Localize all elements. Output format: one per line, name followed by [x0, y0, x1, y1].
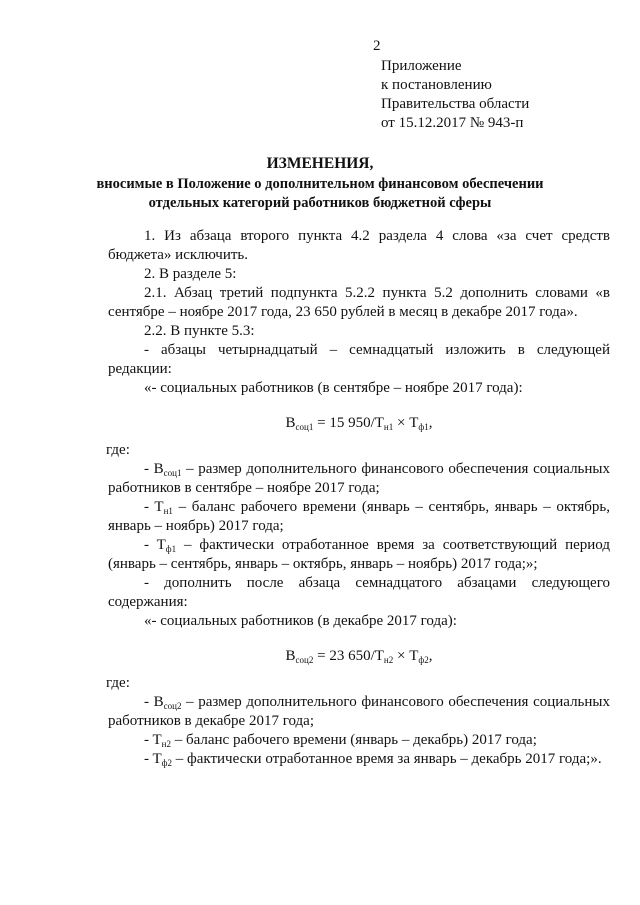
paragraph-dash-1: - абзацы четырнадцатый – семнадцатый изложить в следующей редакции:	[108, 342, 610, 377]
formula-text: ,	[428, 415, 433, 431]
annex-line: к постановлению	[381, 77, 492, 93]
formula-2	[108, 647, 610, 666]
annex-line: от 15.12.2017 № 943-п	[381, 115, 524, 131]
document-subtitle-line: отдельных категорий работников бюджетной сферы	[148, 195, 492, 211]
definition-symbol: - B	[144, 694, 164, 710]
formula-subscript: н2	[383, 655, 394, 665]
document-subtitle-line: вносимые в Положение о дополнительном финансовом обеспечении	[96, 176, 544, 192]
definition-subscript: соц2	[163, 701, 182, 711]
formula-subscript: н1	[383, 422, 394, 432]
formula-text: × T	[393, 415, 419, 431]
definition-subscript: н2	[161, 739, 171, 749]
formula-1	[108, 414, 610, 433]
annex-line: Правительства области	[381, 96, 530, 112]
where-label: где:	[106, 442, 130, 458]
document-body	[108, 227, 610, 769]
definition-item	[108, 536, 610, 574]
formula-text: = 15 950/T	[313, 415, 384, 431]
page-number: 2	[373, 38, 381, 54]
definition-symbol: - B	[144, 461, 164, 477]
definition-item	[108, 750, 610, 769]
definition-text: – размер дополнительного финансового обеспечения социальных работников в декабре 2017 года;	[108, 694, 610, 729]
formula-subscript: ф1	[418, 422, 429, 432]
paragraph-item-2: 2. В разделе 5:	[144, 266, 237, 282]
definition-text: – фактически отработанное время за январь – декабрь 2017 года;».	[171, 751, 602, 767]
formula-text: ,	[428, 648, 433, 664]
paragraph-quote-1: «- социальных работников (в сентябре – ноябре 2017 года):	[144, 380, 523, 396]
definition-item	[108, 498, 610, 536]
definition-symbol: - T	[144, 732, 162, 748]
definition-item	[108, 693, 610, 731]
paragraph-item-2-1: 2.1. Абзац третий подпункта 5.2.2 пункта 5.2 дополнить словами «в сентябре – ноябре 2017 года, 23 650 рублей в месяц в декабре 2017 года».	[108, 285, 610, 320]
definition-symbol: - T	[144, 499, 164, 515]
formula-subscript: соц1	[295, 422, 314, 432]
where-label: где:	[106, 675, 130, 691]
definition-subscript: н1	[163, 506, 173, 516]
formula-text: = 23 650/T	[313, 648, 384, 664]
formula-symbol: B	[285, 415, 296, 431]
paragraph-quote-2: «- социальных работников (в декабре 2017 года):	[144, 613, 457, 629]
annex-line: Приложение	[381, 58, 462, 74]
definition-text: – размер дополнительного финансового обеспечения социальных работников в сентябре – ноябре 2017 года;	[108, 461, 610, 496]
paragraph-item-1: 1. Из абзаца второго пункта 4.2 раздела 4 слова «за счет средств бюджета» исключить.	[108, 228, 610, 263]
definition-text: – баланс рабочего времени (январь – декабрь) 2017 года;	[170, 732, 537, 748]
definition-symbol: - T	[144, 751, 162, 767]
document-title: ИЗМЕНЕНИЯ,	[266, 155, 374, 172]
definition-subscript: ф1	[165, 544, 177, 554]
definition-item	[108, 460, 610, 498]
definition-item	[108, 731, 610, 750]
formula-subscript: соц2	[295, 655, 314, 665]
formula-symbol: B	[285, 648, 296, 664]
paragraph-item-2-2: 2.2. В пункте 5.3:	[144, 323, 255, 339]
definition-subscript: соц1	[163, 468, 182, 478]
definition-subscript: ф2	[161, 758, 172, 768]
definition-text: – баланс рабочего времени (январь – сентябрь, январь – октябрь, январь – ноябрь) 2017 года;	[108, 499, 610, 534]
formula-text: × T	[393, 648, 419, 664]
paragraph-dash-2: - дополнить после абзаца семнадцатого абзацами следующего содержания:	[108, 575, 610, 610]
definition-text: – фактически отработанное время за соответствующий период (январь – сентябрь, январь – октябрь, январь – ноябрь) 2017 года;»;	[108, 537, 610, 572]
definition-symbol: - T	[144, 537, 166, 553]
formula-subscript: ф2	[418, 655, 429, 665]
annex-block	[381, 57, 529, 133]
